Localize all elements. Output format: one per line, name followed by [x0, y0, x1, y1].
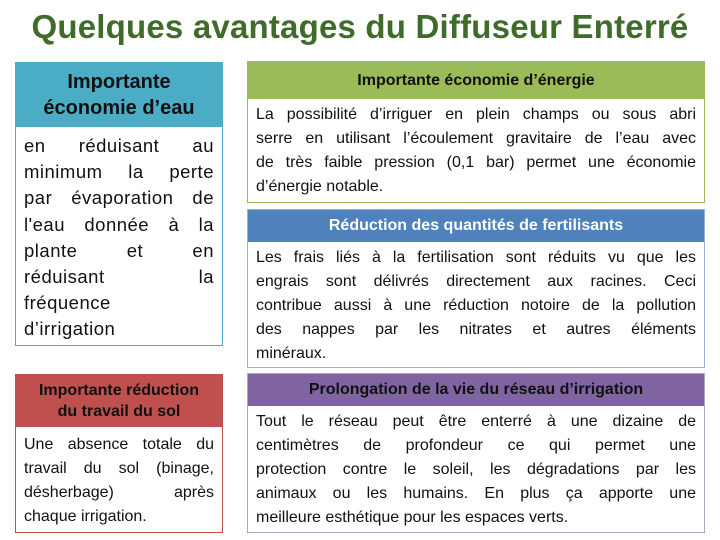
- text-line: réduisant la: [24, 266, 214, 288]
- text-line: protection contre le soleil, les dégradations par les: [256, 461, 696, 478]
- advantage-box-energie: [247, 61, 705, 203]
- header-line: économie d’eau: [43, 97, 195, 119]
- advantage-header: [16, 375, 222, 427]
- text-line: minimum la perte: [24, 161, 214, 183]
- slide-title: Quelques avantages du Diffuseur Enterré: [31, 8, 689, 45]
- advantage-text: [248, 99, 704, 199]
- header-line: Réduction des quantités de fertilisants: [328, 217, 624, 234]
- text-line: minéraux.: [256, 345, 327, 362]
- advantage-box-eau: [15, 62, 223, 346]
- advantage-header: [16, 63, 222, 127]
- advantage-text: [16, 427, 222, 529]
- text-line: animaux ou les humains. En plus ça apporte une: [256, 485, 696, 502]
- header-line: du travail du sol: [57, 403, 181, 420]
- advantage-header: [248, 210, 704, 242]
- text-line: engrais sont délivrés directement aux racines. Ceci: [256, 273, 696, 290]
- text-line: La possibilité d’irriguer en plein champs ou sous abri: [256, 106, 696, 123]
- text-line: en réduisant au: [24, 135, 214, 156]
- header-line: Importante: [67, 71, 171, 93]
- header-line: Importante réduction: [38, 382, 199, 399]
- text-line: serre en utilisant l’écoulement gravitaire de l’eau avec: [256, 130, 696, 147]
- advantage-box-reseau: [247, 373, 705, 533]
- text-line: d’irrigation: [24, 318, 116, 340]
- header-line: Importante économie d’énergie: [357, 71, 595, 89]
- text-line: contribue aussi à une réduction notoire de la pollution: [256, 297, 696, 314]
- text-line: chaque irrigation.: [24, 508, 147, 525]
- advantage-header: [248, 374, 704, 406]
- advantage-text: [16, 127, 222, 343]
- advantage-text: [248, 406, 704, 530]
- text-line: l'eau donnée à la: [24, 213, 214, 235]
- text-line: par évaporation de: [24, 187, 214, 209]
- advantage-header: [248, 62, 704, 99]
- text-line: Une absence totale du: [24, 436, 214, 453]
- text-line: désherbage) après: [24, 484, 214, 501]
- text-line: fréquence: [24, 292, 111, 314]
- text-line: Tout le réseau peut être enterré à une dizaine de: [256, 413, 696, 430]
- advantage-text: [248, 242, 704, 366]
- text-line: de très faible pression (0,1 bar) permet une économie: [256, 154, 696, 171]
- text-line: Les frais liés à la fertilisation sont réduits vu que les: [256, 249, 696, 266]
- advantage-box-travail-sol: [15, 374, 223, 533]
- text-line: des nappes par les nitrates et autres éléments: [256, 321, 696, 338]
- text-line: centimètres de profondeur ce qui permet une: [256, 437, 696, 454]
- text-line: meilleure esthétique pour les espaces verts.: [256, 509, 569, 526]
- text-line: travail du sol (binage,: [24, 460, 214, 477]
- text-line: d’énergie notable.: [256, 178, 384, 195]
- header-line: Prolongation de la vie du réseau d’irrigation: [308, 381, 644, 398]
- advantage-box-fertilisants: [247, 209, 705, 368]
- text-line: plante et en: [24, 239, 214, 261]
